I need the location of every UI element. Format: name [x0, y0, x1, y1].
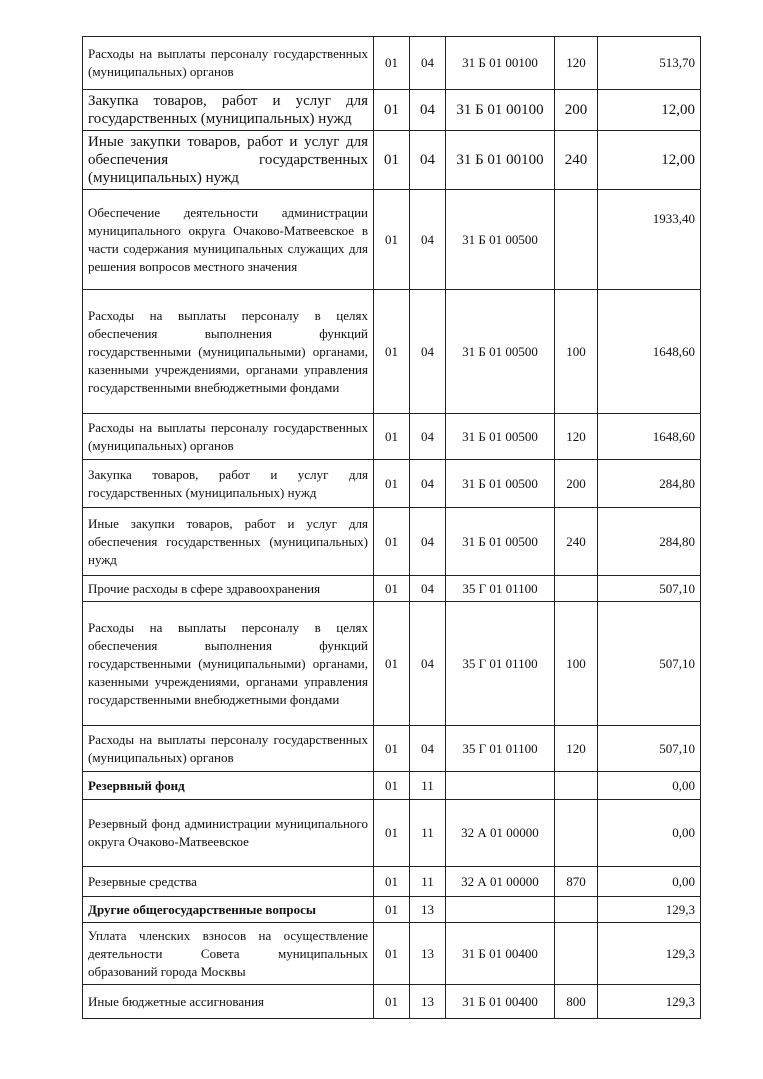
- row-name: Иные закупки товаров, работ и услуг для обеспечения государственных (муниципальных) нужд: [83, 508, 374, 576]
- row-name: Обеспечение деятельности администрации муниципального округа Очаково-Матвеевское в части содержания муниципальных служащих для решения вопросов местного значения: [83, 190, 374, 290]
- row-expense-type: [555, 772, 598, 800]
- table-row: [83, 190, 701, 290]
- row-section: 01: [374, 290, 410, 414]
- row-name: Уплата членских взносов на осуществление деятельности Совета муниципальных образований города Москвы: [83, 923, 374, 985]
- row-name: Расходы на выплаты персоналу государственных (муниципальных) органов: [83, 414, 374, 460]
- row-target-code: 31 Б 01 00500: [446, 508, 555, 576]
- row-subsection: 04: [410, 460, 446, 508]
- row-name: Расходы на выплаты персоналу в целях обеспечения выполнения функций государственными (муниципальными) органами, казенными учреждениями, органами управления государственными внебюджетными фондами: [83, 290, 374, 414]
- row-subsection: 04: [410, 508, 446, 576]
- row-subsection: 04: [410, 131, 446, 190]
- row-sum: 1648,60: [598, 414, 701, 460]
- row-sum: 513,70: [598, 37, 701, 90]
- row-name: Другие общегосударственные вопросы: [83, 897, 374, 923]
- table-row: [83, 923, 701, 985]
- row-name: Закупка товаров, работ и услуг для государственных (муниципальных) нужд: [83, 90, 374, 131]
- row-name: Расходы на выплаты персоналу государственных (муниципальных) органов: [83, 37, 374, 90]
- row-sum: 129,3: [598, 985, 701, 1019]
- table-row: [83, 726, 701, 772]
- row-expense-type: 240: [555, 508, 598, 576]
- row-sum: 1648,60: [598, 290, 701, 414]
- row-section: 01: [374, 726, 410, 772]
- row-expense-type: [555, 576, 598, 602]
- table-row: [83, 508, 701, 576]
- row-expense-type: 240: [555, 131, 598, 190]
- row-target-code: 31 Б 01 00100: [446, 37, 555, 90]
- row-sum: 284,80: [598, 508, 701, 576]
- row-sum: 1933,40: [598, 190, 701, 290]
- row-subsection: 13: [410, 897, 446, 923]
- row-subsection: 13: [410, 985, 446, 1019]
- table-row: [83, 576, 701, 602]
- row-target-code: [446, 772, 555, 800]
- table-row: [83, 985, 701, 1019]
- row-sum: 129,3: [598, 897, 701, 923]
- row-target-code: 31 Б 01 00100: [446, 131, 555, 190]
- row-section: 01: [374, 508, 410, 576]
- row-expense-type: 100: [555, 290, 598, 414]
- row-name: Иные бюджетные ассигнования: [83, 985, 374, 1019]
- table-row: [83, 800, 701, 867]
- row-section: 01: [374, 985, 410, 1019]
- row-expense-type: 800: [555, 985, 598, 1019]
- row-target-code: 31 Б 01 00500: [446, 414, 555, 460]
- budget-table: [82, 36, 701, 1019]
- row-expense-type: 870: [555, 867, 598, 897]
- row-subsection: 11: [410, 772, 446, 800]
- row-target-code: [446, 897, 555, 923]
- row-subsection: 04: [410, 37, 446, 90]
- table-row: [83, 414, 701, 460]
- row-subsection: 04: [410, 576, 446, 602]
- row-target-code: 32 А 01 00000: [446, 800, 555, 867]
- row-target-code: 31 Б 01 00500: [446, 460, 555, 508]
- row-subsection: 04: [410, 726, 446, 772]
- row-name: Резервный фонд администрации муниципального округа Очаково-Матвеевское: [83, 800, 374, 867]
- row-expense-type: 120: [555, 726, 598, 772]
- row-subsection: 04: [410, 90, 446, 131]
- row-sum: 0,00: [598, 800, 701, 867]
- table-row: [83, 460, 701, 508]
- row-name: Закупка товаров, работ и услуг для государственных (муниципальных) нужд: [83, 460, 374, 508]
- row-section: 01: [374, 923, 410, 985]
- row-name: Резервный фонд: [83, 772, 374, 800]
- table-row: [83, 90, 701, 131]
- row-sum: 12,00: [598, 90, 701, 131]
- row-subsection: 04: [410, 414, 446, 460]
- row-subsection: 13: [410, 923, 446, 985]
- row-target-code: 32 А 01 00000: [446, 867, 555, 897]
- row-sum: 129,3: [598, 923, 701, 985]
- table-row: [83, 290, 701, 414]
- row-expense-type: 200: [555, 90, 598, 131]
- row-subsection: 11: [410, 800, 446, 867]
- row-section: 01: [374, 460, 410, 508]
- row-target-code: 35 Г 01 01100: [446, 602, 555, 726]
- row-subsection: 04: [410, 290, 446, 414]
- row-sum: 12,00: [598, 131, 701, 190]
- row-subsection: 11: [410, 867, 446, 897]
- row-section: 01: [374, 897, 410, 923]
- row-sum: 284,80: [598, 460, 701, 508]
- table-row: [83, 772, 701, 800]
- row-subsection: 04: [410, 602, 446, 726]
- row-expense-type: 200: [555, 460, 598, 508]
- table-row: [83, 867, 701, 897]
- row-name: Прочие расходы в сфере здравоохранения: [83, 576, 374, 602]
- row-target-code: 31 Б 01 00400: [446, 985, 555, 1019]
- row-sum: 507,10: [598, 602, 701, 726]
- row-section: 01: [374, 602, 410, 726]
- row-sum: 0,00: [598, 772, 701, 800]
- row-target-code: 31 Б 01 00100: [446, 90, 555, 131]
- row-name: Расходы на выплаты персоналу в целях обеспечения выполнения функций государственными (муниципальными) органами, казенными учреждениями, органами управления государственными внебюджетными фондами: [83, 602, 374, 726]
- row-target-code: 35 Г 01 01100: [446, 726, 555, 772]
- row-sum: 507,10: [598, 726, 701, 772]
- row-target-code: 35 Г 01 01100: [446, 576, 555, 602]
- row-sum: 507,10: [598, 576, 701, 602]
- row-expense-type: [555, 190, 598, 290]
- row-expense-type: 120: [555, 37, 598, 90]
- row-expense-type: [555, 897, 598, 923]
- row-target-code: 31 Б 01 00400: [446, 923, 555, 985]
- row-section: 01: [374, 37, 410, 90]
- row-name: Резервные средства: [83, 867, 374, 897]
- row-section: 01: [374, 131, 410, 190]
- table-row: [83, 897, 701, 923]
- row-section: 01: [374, 576, 410, 602]
- row-expense-type: [555, 800, 598, 867]
- row-section: 01: [374, 90, 410, 131]
- row-section: 01: [374, 190, 410, 290]
- row-section: 01: [374, 772, 410, 800]
- row-expense-type: 120: [555, 414, 598, 460]
- row-sum: 0,00: [598, 867, 701, 897]
- row-section: 01: [374, 867, 410, 897]
- table-row: [83, 602, 701, 726]
- row-name: Расходы на выплаты персоналу государственных (муниципальных) органов: [83, 726, 374, 772]
- table-row: [83, 37, 701, 90]
- row-section: 01: [374, 800, 410, 867]
- row-target-code: 31 Б 01 00500: [446, 190, 555, 290]
- table-row: [83, 131, 701, 190]
- row-target-code: 31 Б 01 00500: [446, 290, 555, 414]
- row-subsection: 04: [410, 190, 446, 290]
- row-name: Иные закупки товаров, работ и услуг для обеспечения государственных (муниципальных) нужд: [83, 131, 374, 190]
- row-expense-type: [555, 923, 598, 985]
- row-section: 01: [374, 414, 410, 460]
- row-expense-type: 100: [555, 602, 598, 726]
